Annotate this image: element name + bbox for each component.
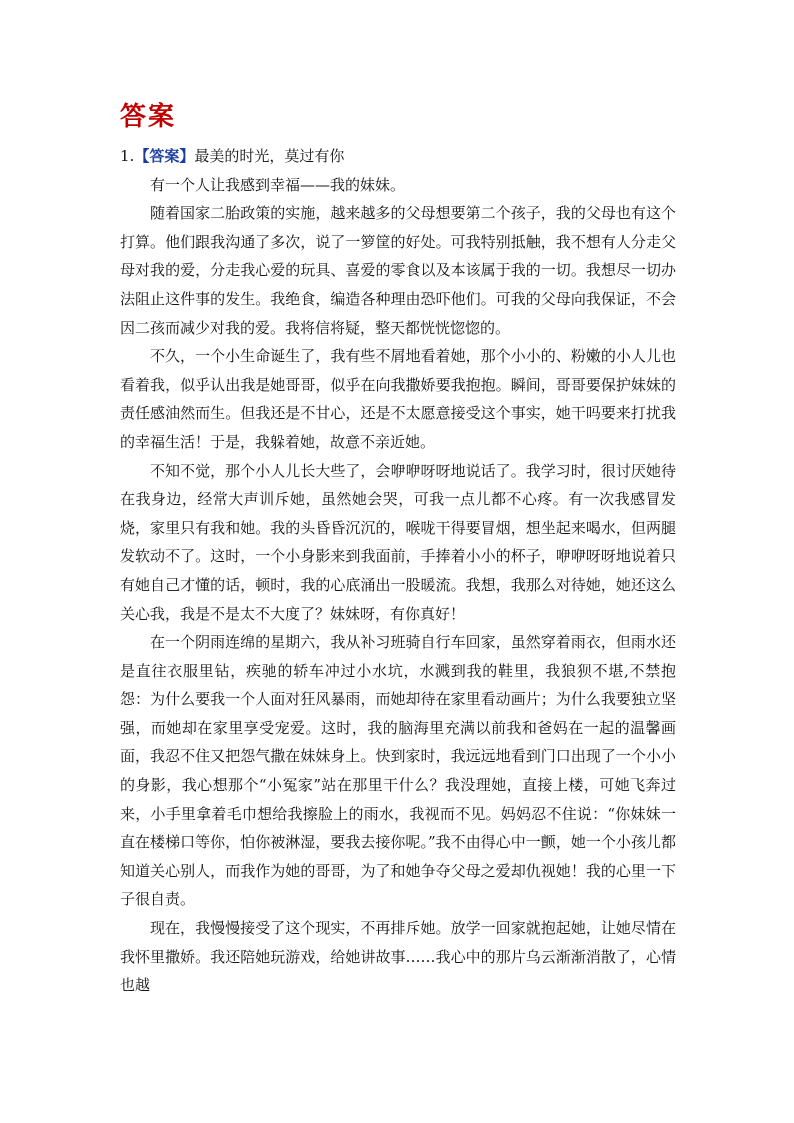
paragraph-1: 有一个人让我感到幸福——我的妹妹。	[150, 175, 406, 194]
paragraph-4: 不知不觉，那个小人儿长大些了，会咿咿呀呀地说话了。我学习时，很讨厌她待在我身边，经常大声训斥她，虽然她会哭，可我一点儿都不心疼。有一次我感冒发烧，家里只有我和她。我的头昏昏沉沉的，喉咙干得要冒烟，想坐起来喝水，但两腿发软动不了。这时，一个小身影来到我面前，手捧着小小的杯子，咿咿呀呀地说着只有她自己才懂的话，顿时，我的心底涌出一股暖流。我想，我那么对待她，她还这么关心我，我是不是太不大度了？妹妹呀，有你真好！	[120, 461, 676, 623]
question-number: 1.	[120, 147, 135, 165]
paragraph-5: 在一个阴雨连绵的星期六，我从补习班骑自行车回家，虽然穿着雨衣，但雨水还是直往衣服里钻，疾驰的轿车冲过小水坑，水溅到我的鞋里，我狼狈不堪,不禁抱怨：为什么要我一个人面对狂风暴雨，而她却待在家里看动画片；为什么我要独立坚强，而她却在家里享受宠爱。这时，我的脑海里充满以前我和爸妈在一起的温馨画面，我忍不住又把怨气撒在妹妹身上。快到家时，我远远地看到门口出现了一个小小的身影，我心想那个“小冤家”站在那里干什么？我没理她，直接上楼，可她飞奔过来，小手里拿着毛巾想给我擦脸上的雨水，我视而不见。妈妈忍不住说：“你妹妹一直在楼梯口等你，怕你被淋湿，要我去接你呢。”我不由得心中一颤，她一个小孩儿都知道关心别人，而我作为她的哥哥，为了和她争夺父母之爱却仇视她！我的心里一下子很自责。	[120, 633, 676, 909]
essay-title: 最美的时光，莫过有你	[194, 147, 345, 165]
question-line	[120, 142, 676, 171]
answer-tag: 【答案】	[134, 147, 195, 165]
answer-heading: 答案	[120, 102, 177, 132]
paragraph-3: 不久，一个小生命诞生了，我有些不屑地看着她，那个小小的、粉嫩的小人儿也看着我，似乎认出我是她哥哥，似乎在向我撒娇要我抱抱。瞬间，哥哥要保护妹妹的责任感油然而生。但我还是不甘心，还是不太愿意接受这个事实，她干吗要来打扰我的幸福生活！于是，我躲着她，故意不亲近她。	[120, 347, 676, 451]
answer-body	[120, 142, 676, 1000]
paragraph-6: 现在，我慢慢接受了这个现实，不再排斥她。放学一回家就抱起她，让她尽情在我怀里撒娇。我还陪她玩游戏，给她讲故事……我心中的那片乌云渐渐消散了，心情也越	[120, 919, 676, 995]
paragraph-2: 随着国家二胎政策的实施，越来越多的父母想要第二个孩子，我的父母也有这个打算。他们跟我沟通了多次，说了一箩筐的好处。可我特别抵触，我不想有人分走父母对我的爱，分走我心爱的玩具、喜爱的零食以及本该属于我的一切。我想尽一切办法阻止这件事的发生。我绝食，编造各种理由恐吓他们。可我的父母向我保证，不会因二孩而减少对我的爱。我将信将疑，整天都恍恍惚惚的。	[120, 204, 676, 337]
